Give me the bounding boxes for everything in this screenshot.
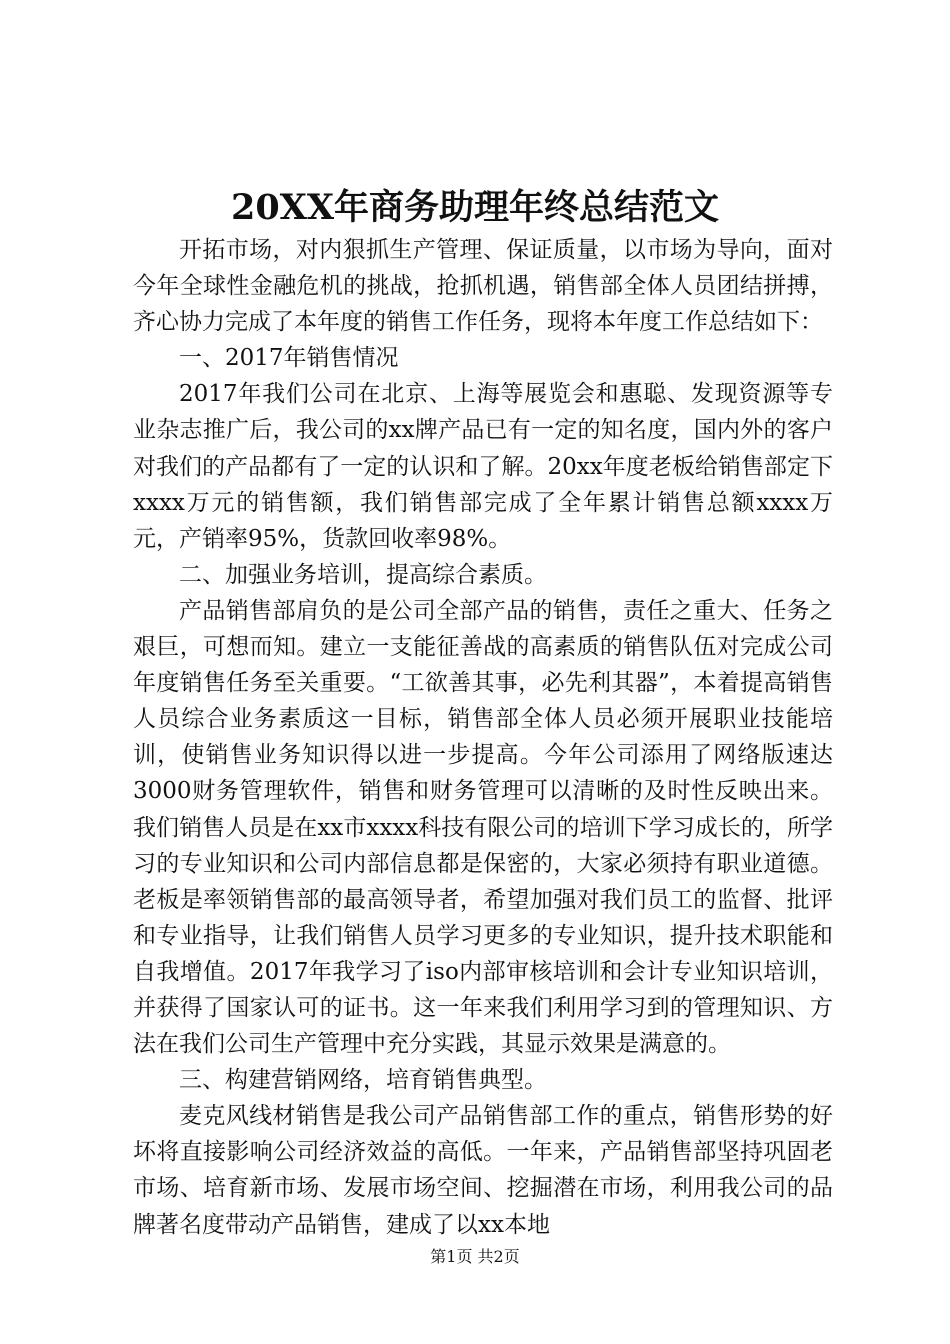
- paragraph-network: 麦克风线材销售是我公司产品销售部工作的重点，销售形势的好坏将直接影响公司经济效益的高低。一年来，产品销售部坚持巩固老市场、培育新市场、发展市场空间、挖掘潜在市场，利用我公司的品牌著名度带动产品销售，建成了以xx本地: [133, 1103, 833, 1238]
- paragraph-training: 产品销售部肩负的是公司全部产品的销售，责任之重大、任务之艰巨，可想而知。建立一支能征善战的高素质的销售队伍对完成公司年度销售任务至关重要。“工欲善其事，必先利其器”，本着提高销售人员综合业务素质这一目标，销售部全体人员必须开展职业技能培训，使销售业务知识得以进一步提高。今年公司添用了网络版速达3000财务管理软件，销售和财务管理可以清晰的及时性反映出来。我们销售人员是在xx市xxxx科技有限公司的培训下学习成长的，所学习的专业知识和公司内部信息都是保密的，大家必须持有职业道德。老板是率领销售部的最高领导者，希望加强对我们员工的监督、批评和专业指导，让我们销售人员学习更多的专业知识，提升技术职能和自我增值。2017年我学习了iso内部审核培训和会计专业知识培训，并获得了国家认可的证书。这一年来我们利用学习到的管理知识、方法在我们公司生产管理中充分实践，其显示效果是满意的。: [133, 597, 833, 1058]
- page-number-footer: 第1页 共2页: [430, 1247, 520, 1266]
- document-title: 20XX年商务助理年终总结范文: [230, 187, 720, 228]
- section-heading-1: 一、2017年销售情况: [179, 345, 399, 372]
- section-heading-2: 二、加强业务培训，提高综合素质。: [179, 561, 547, 588]
- paragraph-sales-situation: 2017年我们公司在北京、上海等展览会和惠聪、发现资源等专业杂志推广后，我公司的xx牌产品已有一定的知名度，国内外的客户对我们的产品都有了一定的认识和了解。20xx年度老板给销售部定下xxxx万元的销售额，我们销售部完成了全年累计销售总额xxxx万元，产销率95%，货款回收率98%。: [133, 381, 833, 552]
- paragraph-intro: 开拓市场，对内狠抓生产管理、保证质量，以市场为导向，面对今年全球性金融危机的挑战，抢抓机遇，销售部全体人员团结拼搏，齐心协力完成了本年度的销售工作任务，现将本年度工作总结如下：: [133, 237, 833, 336]
- document-body: [133, 232, 833, 1243]
- section-heading-3: 三、构建营销网络，培育销售典型。: [179, 1067, 547, 1094]
